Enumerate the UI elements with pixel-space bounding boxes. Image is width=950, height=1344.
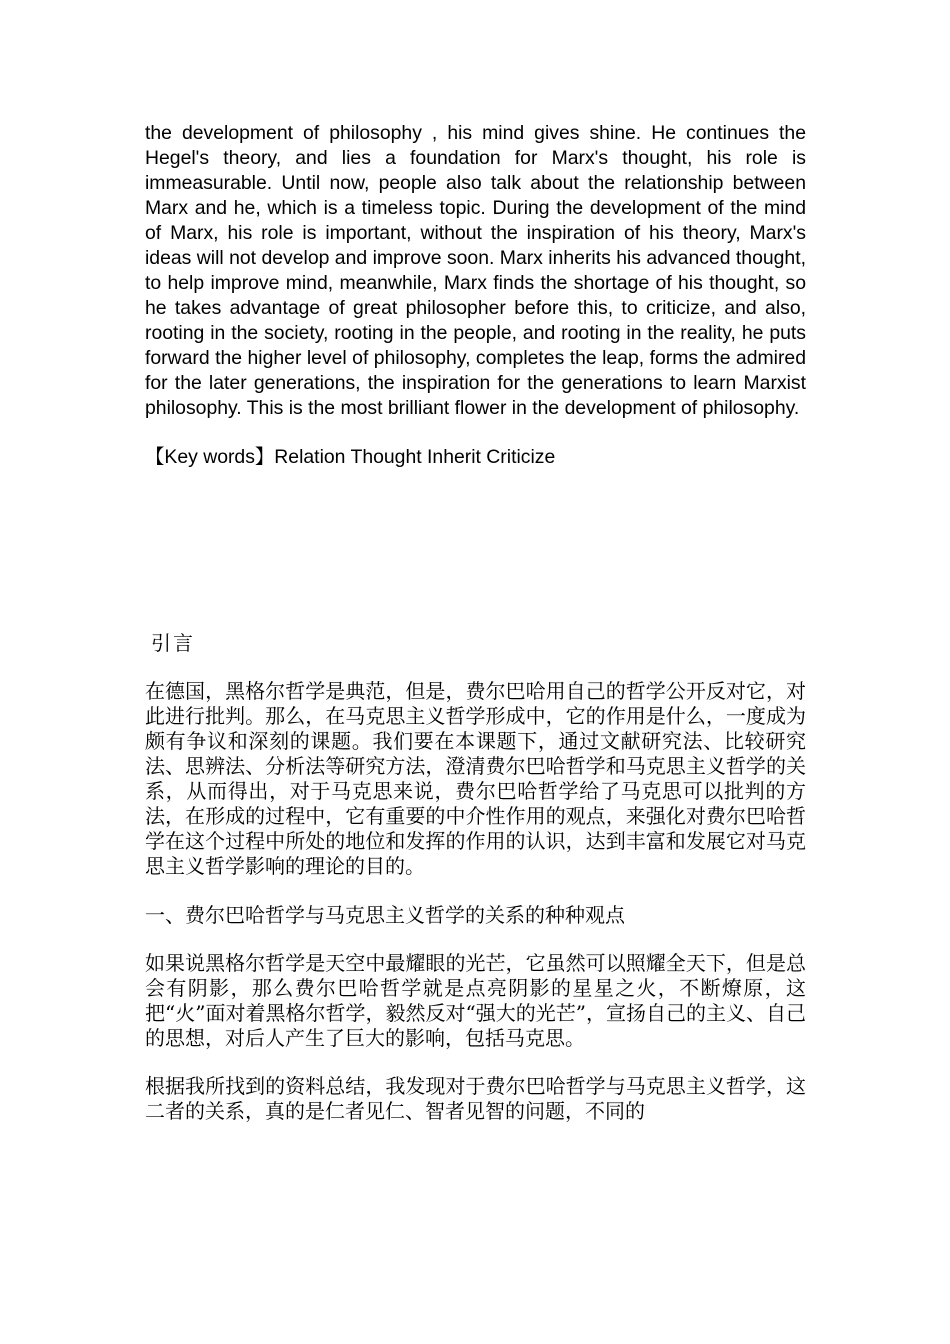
abstract-english-paragraph: the development of philosophy , his mind gives shine. He continues the Hegel's theory, and lies a foundation for Marx's thought, his role is immeasurable. Until now, people also talk about the relationship between Marx and he, which is a timeless topic. During the development of the mind of Marx, his role is important, without the inspiration of his theory, Marx's ideas will not develop and improve soon. Marx inherits his advanced thought, to help improve mind, meanwhile, Marx finds the shortage of his thought, so he takes advantage of great philosopher before this, to criticize, and also, rooting in the society, rooting in the people, and rooting in the reality, he puts forward the higher level of philosophy, completes the leap, forms the admired for the later generations, the inspiration for the generations to learn Marxist philosophy. This is the most brilliant flower in the development of philosophy. [145, 122, 806, 419]
section-1-paragraph-2: 根据我所找到的资料总结，我发现对于费尔巴哈哲学与马克思主义哲学，这二者的关系，真的是仁者见仁、智者见智的问题，不同的 [145, 1074, 806, 1123]
section-1-heading: 一、费尔巴哈哲学与马克思主义哲学的关系的种种观点 [145, 903, 625, 927]
introduction-paragraph: 在德国，黑格尔哲学是典范，但是，费尔巴哈用自己的哲学公开反对它，对此进行批判。那么，在马克思主义哲学形成中，它的作用是什么，一度成为颇有争议和深刻的课题。我们要在本课题下，通过文献研究法、比较研究法、思辨法、分析法等研究方法，澄清费尔巴哈哲学和马克思主义哲学的关系，从而得出，对于马克思来说，费尔巴哈哲学给了马克思可以批判的方法，在形成的过程中，它有重要的中介性作用的观点，来强化对费尔巴哈哲学在这个过程中所处的地位和发挥的作用的认识，达到丰富和发展它对马克思主义哲学影响的理论的目的。 [145, 679, 806, 878]
section-1-paragraph-1: 如果说黑格尔哲学是天空中最耀眼的光芒，它虽然可以照耀全天下，但是总会有阴影，那么费尔巴哈哲学就是点亮阴影的星星之火，不断燎原，这把“火”面对着黑格尔哲学，毅然反对“强大的光芒”，宣扬自己的主义、自己的思想，对后人产生了巨大的影响，包括马克思。 [145, 951, 806, 1050]
introduction-heading: 引言 [151, 631, 195, 655]
document-page [145, 121, 806, 1124]
keywords-line: 【Key words】Relation Thought Inherit Criticize [145, 446, 556, 468]
